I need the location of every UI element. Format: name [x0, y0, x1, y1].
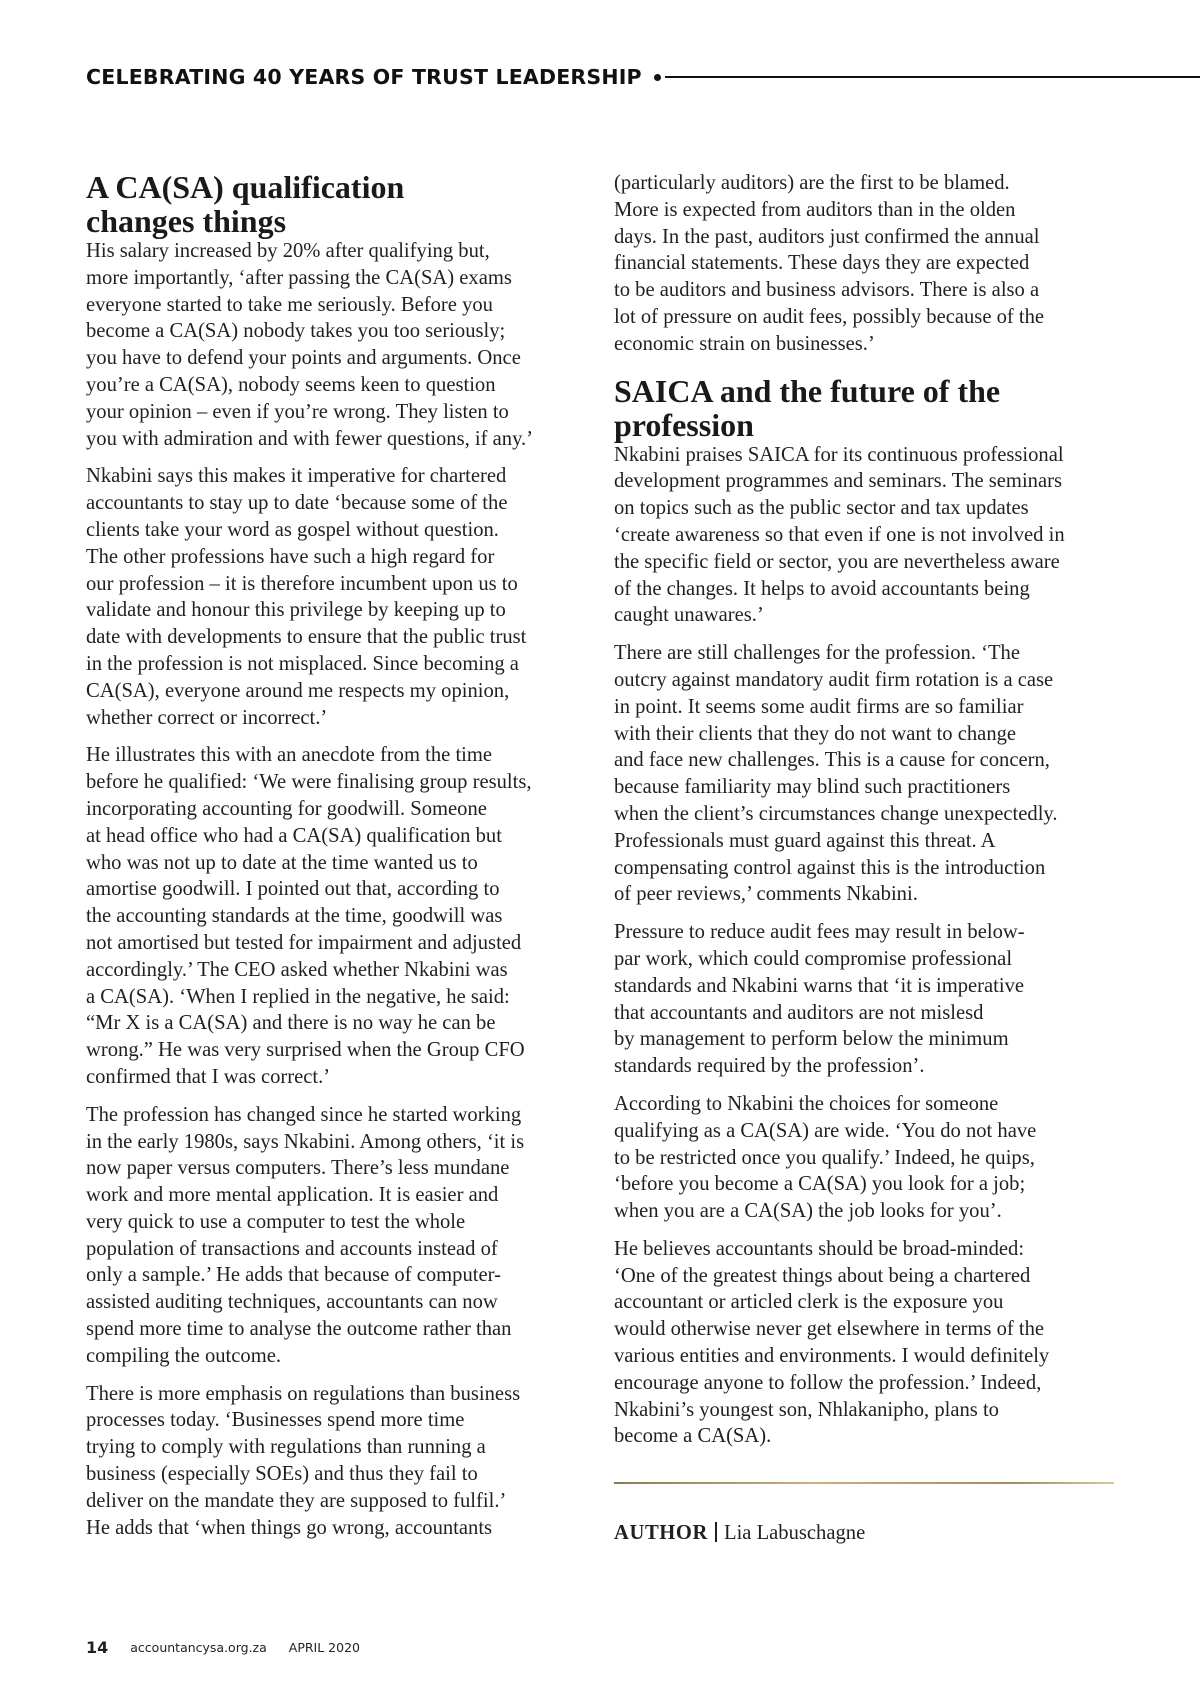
paragraph: Nkabini says this makes it imperative for chartered accountants to stay up to date ‘because some of the clients take your word as gospel without question. The other professions have such a high regard for our profession – it is therefore incumbent upon us to validate and honour this privilege by keeping up to date with developments to ensure that the public trust in the profession is not misplaced. Since becoming a CA(SA), everyone around me respects my opinion, whether correct or incorrect.’	[86, 465, 527, 729]
left-column	[86, 170, 586, 1552]
right-column	[614, 170, 1114, 1461]
page-number: 14	[86, 1637, 109, 1657]
paragraph-continuation: (particularly auditors) are the first to be blamed. More is expected from auditors than in the olden days. In the past, auditors just confirmed the annual financial statements. These days they are expected to be auditors and business advisors. There is also a lot of pressure on audit fees, possibly because of the economic strain on businesses.’	[614, 172, 1045, 355]
author-divider	[614, 1482, 1114, 1484]
page-header	[86, 60, 1200, 94]
footer-date: APRIL 2020	[288, 1639, 360, 1655]
paragraph: There are still challenges for the profession. ‘The outcry against mandatory audit firm rotation is a case in point. It seems some audit firms are so familiar with their clients that they do not want to change and face new challenges. This is a cause for concern, because familiarity may blind such practitioners when the client’s circumstances change unexpectedly. Professionals must guard against this threat. A compensating control against this is the introduction of peer reviews,’ comments Nkabini.	[614, 642, 1058, 906]
author-label: AUTHOR	[614, 1522, 708, 1544]
author-name: Lia Labuschagne	[724, 1522, 866, 1544]
paragraph: Nkabini praises SAICA for its continuous professional development programmes and seminars. The seminars on topics such as the public sector and tax updates ‘create awareness so that even if one is not involved in the specific field or sector, you are nevertheless aware of the changes. It helps to avoid accountants being caught unawares.’	[614, 443, 1065, 627]
page-footer	[86, 1634, 360, 1660]
paragraph: There is more emphasis on regulations than business processes today. ‘Businesses spend more time trying to comply with regulations than running a business (especially SOEs) and thus they fail to deliver on the mandate they are supposed to fulfil.’ He adds that ‘when things go wrong, accountants	[86, 1382, 521, 1539]
paragraph: Pressure to reduce audit fees may result in below- par work, which could compromise professional standards and Nkabini warns that ‘it is imperative that accountants and auditors are not mislesd by management to perform below the minimum standards required by the profession’.	[614, 921, 1025, 1078]
paragraph: His salary increased by 20% after qualifying but, more importantly, ‘after passing the CA(SA) exams everyone started to take me seriously. Before you become a CA(SA) nobody takes you too seriously; you have to defend your points and arguments. Once you’re a CA(SA), nobody seems keen to question your opinion – even if you’re wrong. They listen to you with admiration and with fewer questions, if any.’	[86, 240, 534, 450]
subheading-future: SAICA and the future of the profession	[614, 372, 1001, 443]
author-credit	[614, 1520, 865, 1546]
author-separator	[715, 1522, 717, 1542]
paragraph: He illustrates this with an anecdote from the time before he qualified: ‘We were finalising group results, incorporating accounting for goodwill. Someone at head office who had a CA(SA) qualification but who was not up to date at the time wanted us to amortise goodwill. I pointed out that, according to the accounting standards at the time, goodwill was not amortised but tested for impairment and adjusted accordingly.’ The CEO asked whether Nkabini was a CA(SA). ‘When I replied in the negative, he said: “Mr X is a CA(SA) and there is no way he can be wrong.” He was very surprised when the Group CFO confirmed that I was correct.’	[86, 744, 532, 1088]
paragraph: According to Nkabini the choices for someone qualifying as a CA(SA) are wide. ‘You do not have to be restricted once you qualify.’ Indeed, he quips, ‘before you become a CA(SA) you look for a job; when you are a CA(SA) the job looks for you’.	[614, 1092, 1037, 1223]
subheading-qualification: A CA(SA) qualification changes things	[86, 169, 405, 239]
header-rule-dot	[654, 74, 661, 81]
paragraph: The profession has changed since he started working in the early 1980s, says Nkabini. Among others, ‘it is now paper versus computers. There’s less mundane work and more mental application. It is easier and very quick to use a computer to test the whole population of transactions and accounts instead of only a sample.’ He adds that because of computer- assisted auditing techniques, accountants can now spend more time to analyse the outcome rather than compiling the outcome.	[86, 1103, 525, 1367]
header-rule	[665, 76, 1200, 78]
section-title: CELEBRATING 40 YEARS OF TRUST LEADERSHIP	[86, 65, 642, 89]
footer-site: accountancysa.org.za	[130, 1639, 267, 1655]
paragraph: He believes accountants should be broad-minded: ‘One of the greatest things about being a chartered accountant or articled clerk is the exposure you would otherwise never get elsewhere in terms of the various entities and environments. I would definitely encourage anyone to follow the profession.’ Indeed, Nkabini’s youngest son, Nhlakanipho, plans to become a CA(SA).	[614, 1237, 1050, 1448]
